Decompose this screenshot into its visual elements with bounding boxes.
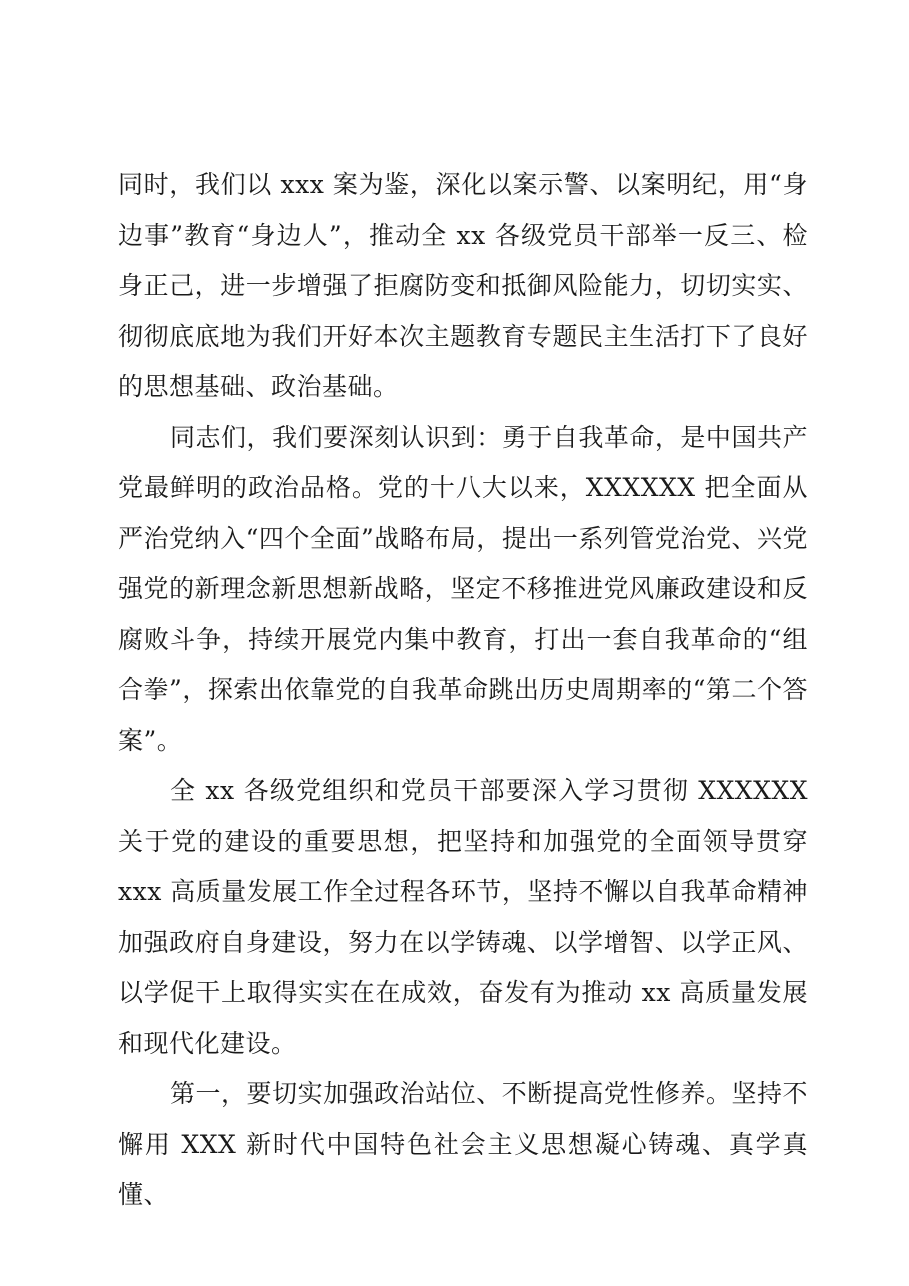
paragraph-4: 第一，要切实加强政治站位、不断提高党性修养。坚持不懈用 XXX 新时代中国特色社会主义思想凝心铸魂、真学真懂、	[118, 1079, 808, 1209]
paragraph-3: 全 xx 各级党组织和党员干部要深入学习贯彻 XXXXXX 关于党的建设的重要思想，把坚持和加强党的全面领导贯穿 xxx 高质量发展工作全过程各环节，坚持不懈以自我革命精神加强政府自身建设，努力在以学铸魂、以学增智、以学正风、以学促干上取得实实在在成效，奋发有为推动 xx 高质量发展和现代化建设。	[118, 776, 808, 1058]
paragraph-1: 同时，我们以 xxx 案为鉴，深化以案示警、以案明纪，用“身边事”教育“身边人”，推动全 xx 各级党员干部举一反三、检身正己，进一步增强了拒腐防变和抵御风险能力，切切实实、彻彻底底地为我们开好本次主题教育专题民主生活打下了良好的思想基础、政治基础。	[118, 170, 808, 401]
paragraph-2: 同志们，我们要深刻认识到：勇于自我革命，是中国共产党最鲜明的政治品格。党的十八大以来，XXXXXX 把全面从严治党纳入“四个全面”战略布局，提出一系列管党治党、兴党强党的新理念新思想新战略，坚定不移推进党风廉政建设和反腐败斗争，持续开展党内集中教育，打出一套自我革命的“组合拳”，探索出依靠党的自我革命跳出历史周期率的“第二个答案”。	[118, 422, 808, 755]
document-body	[118, 160, 808, 1221]
